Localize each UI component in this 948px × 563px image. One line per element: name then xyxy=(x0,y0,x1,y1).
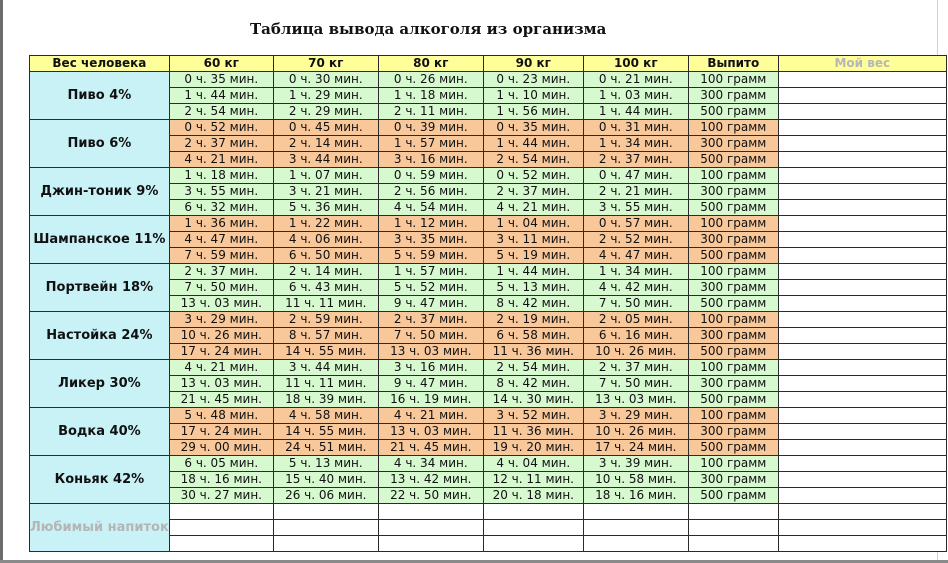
favorite-cell[interactable] xyxy=(778,536,946,552)
header-100kg: 100 кг xyxy=(583,56,688,72)
time-cell: 2 ч. 29 мин. xyxy=(273,104,378,120)
time-cell: 16 ч. 19 мин. xyxy=(378,392,483,408)
time-cell: 3 ч. 29 мин. xyxy=(583,408,688,424)
time-cell: 21 ч. 45 мин. xyxy=(169,392,273,408)
header-weight: Вес человека xyxy=(30,56,170,72)
table-row xyxy=(30,168,947,184)
time-cell: 4 ч. 21 мин. xyxy=(169,360,273,376)
time-cell: 1 ч. 36 мин. xyxy=(169,216,273,232)
table-row xyxy=(30,312,947,328)
time-cell: 3 ч. 44 мин. xyxy=(273,152,378,168)
amount-cell: 100 грамм xyxy=(688,120,778,136)
favorite-cell[interactable] xyxy=(169,536,273,552)
time-cell: 2 ч. 59 мин. xyxy=(273,312,378,328)
my-weight-cell[interactable] xyxy=(778,216,946,232)
time-cell: 14 ч. 30 мин. xyxy=(483,392,583,408)
time-cell: 0 ч. 30 мин. xyxy=(273,72,378,88)
time-cell: 4 ч. 58 мин. xyxy=(273,408,378,424)
amount-cell: 300 грамм xyxy=(688,232,778,248)
my-weight-cell[interactable] xyxy=(778,88,946,104)
time-cell: 21 ч. 45 мин. xyxy=(378,440,483,456)
amount-cell: 500 грамм xyxy=(688,296,778,312)
favorite-row xyxy=(30,504,947,520)
time-cell: 4 ч. 21 мин. xyxy=(378,408,483,424)
time-cell: 8 ч. 42 мин. xyxy=(483,376,583,392)
time-cell: 13 ч. 42 мин. xyxy=(378,472,483,488)
drink-name: Пиво 4% xyxy=(30,72,170,120)
favorite-cell[interactable] xyxy=(483,536,583,552)
time-cell: 13 ч. 03 мин. xyxy=(378,344,483,360)
time-cell: 2 ч. 19 мин. xyxy=(483,312,583,328)
time-cell: 3 ч. 44 мин. xyxy=(273,360,378,376)
time-cell: 1 ч. 57 мин. xyxy=(378,136,483,152)
time-cell: 7 ч. 50 мин. xyxy=(583,296,688,312)
time-cell: 2 ч. 05 мин. xyxy=(583,312,688,328)
my-weight-cell[interactable] xyxy=(778,104,946,120)
favorite-cell[interactable] xyxy=(273,520,378,536)
drink-name: Ликер 30% xyxy=(30,360,170,408)
favorite-cell[interactable] xyxy=(378,504,483,520)
amount-cell: 500 грамм xyxy=(688,200,778,216)
my-weight-cell[interactable] xyxy=(778,488,946,504)
my-weight-cell[interactable] xyxy=(778,312,946,328)
amount-cell: 500 грамм xyxy=(688,392,778,408)
time-cell: 2 ч. 56 мин. xyxy=(378,184,483,200)
time-cell: 6 ч. 05 мин. xyxy=(169,456,273,472)
time-cell: 1 ч. 44 мин. xyxy=(483,136,583,152)
time-cell: 6 ч. 58 мин. xyxy=(483,328,583,344)
table-row xyxy=(30,264,947,280)
my-weight-cell[interactable] xyxy=(778,440,946,456)
time-cell: 1 ч. 34 мин. xyxy=(583,264,688,280)
header-80kg: 80 кг xyxy=(378,56,483,72)
time-cell: 10 ч. 58 мин. xyxy=(583,472,688,488)
time-cell: 4 ч. 42 мин. xyxy=(583,280,688,296)
time-cell: 6 ч. 50 мин. xyxy=(273,248,378,264)
time-cell: 0 ч. 31 мин. xyxy=(583,120,688,136)
my-weight-cell[interactable] xyxy=(778,152,946,168)
my-weight-cell[interactable] xyxy=(778,280,946,296)
time-cell: 1 ч. 18 мин. xyxy=(169,168,273,184)
time-cell: 0 ч. 35 мин. xyxy=(169,72,273,88)
time-cell: 1 ч. 07 мин. xyxy=(273,168,378,184)
amount-cell: 300 грамм xyxy=(688,280,778,296)
my-weight-cell[interactable] xyxy=(778,376,946,392)
time-cell: 2 ч. 54 мин. xyxy=(483,152,583,168)
amount-cell: 500 грамм xyxy=(688,440,778,456)
favorite-cell[interactable] xyxy=(273,504,378,520)
time-cell: 0 ч. 59 мин. xyxy=(378,168,483,184)
amount-cell: 500 грамм xyxy=(688,344,778,360)
time-cell: 11 ч. 36 мин. xyxy=(483,424,583,440)
my-weight-cell[interactable] xyxy=(778,120,946,136)
time-cell: 20 ч. 18 мин. xyxy=(483,488,583,504)
amount-cell: 100 грамм xyxy=(688,168,778,184)
my-weight-cell[interactable] xyxy=(778,200,946,216)
alcohol-table xyxy=(29,55,947,552)
time-cell: 18 ч. 16 мин. xyxy=(169,472,273,488)
time-cell: 7 ч. 50 мин. xyxy=(169,280,273,296)
time-cell: 2 ч. 37 мин. xyxy=(583,152,688,168)
my-weight-cell[interactable] xyxy=(778,392,946,408)
time-cell: 3 ч. 29 мин. xyxy=(169,312,273,328)
table-body xyxy=(30,72,947,552)
time-cell: 4 ч. 54 мин. xyxy=(378,200,483,216)
time-cell: 2 ч. 54 мин. xyxy=(169,104,273,120)
time-cell: 11 ч. 11 мин. xyxy=(273,296,378,312)
time-cell: 24 ч. 51 мин. xyxy=(273,440,378,456)
time-cell: 1 ч. 22 мин. xyxy=(273,216,378,232)
amount-cell: 300 грамм xyxy=(688,136,778,152)
my-weight-cell[interactable] xyxy=(778,296,946,312)
amount-cell: 100 грамм xyxy=(688,72,778,88)
time-cell: 2 ч. 52 мин. xyxy=(583,232,688,248)
amount-cell: 100 грамм xyxy=(688,408,778,424)
favorite-cell[interactable] xyxy=(778,504,946,520)
favorite-cell[interactable] xyxy=(378,536,483,552)
time-cell: 1 ч. 56 мин. xyxy=(483,104,583,120)
time-cell: 5 ч. 36 мин. xyxy=(273,200,378,216)
time-cell: 2 ч. 14 мин. xyxy=(273,136,378,152)
time-cell: 6 ч. 32 мин. xyxy=(169,200,273,216)
amount-cell: 100 грамм xyxy=(688,312,778,328)
time-cell: 2 ч. 14 мин. xyxy=(273,264,378,280)
time-cell: 0 ч. 52 мин. xyxy=(483,168,583,184)
drink-name: Водка 40% xyxy=(30,408,170,456)
header-70kg: 70 кг xyxy=(273,56,378,72)
time-cell: 2 ч. 37 мин. xyxy=(583,360,688,376)
table-row xyxy=(30,216,947,232)
favorite-cell[interactable] xyxy=(583,504,688,520)
time-cell: 4 ч. 21 мин. xyxy=(169,152,273,168)
time-cell: 3 ч. 55 мин. xyxy=(583,200,688,216)
amount-cell: 500 грамм xyxy=(688,104,778,120)
time-cell: 0 ч. 23 мин. xyxy=(483,72,583,88)
time-cell: 1 ч. 18 мин. xyxy=(378,88,483,104)
left-border xyxy=(0,0,3,563)
amount-cell: 100 грамм xyxy=(688,264,778,280)
my-weight-cell[interactable] xyxy=(778,328,946,344)
time-cell: 2 ч. 21 мин. xyxy=(583,184,688,200)
drink-name: Пиво 6% xyxy=(30,120,170,168)
amount-cell: 100 грамм xyxy=(688,360,778,376)
time-cell: 5 ч. 19 мин. xyxy=(483,248,583,264)
time-cell: 3 ч. 11 мин. xyxy=(483,232,583,248)
table-row xyxy=(30,456,947,472)
time-cell: 4 ч. 34 мин. xyxy=(378,456,483,472)
my-weight-cell[interactable] xyxy=(778,136,946,152)
amount-cell: 300 грамм xyxy=(688,184,778,200)
time-cell: 1 ч. 10 мин. xyxy=(483,88,583,104)
drink-name: Шампанское 11% xyxy=(30,216,170,264)
time-cell: 2 ч. 37 мин. xyxy=(483,184,583,200)
drink-name: Настойка 24% xyxy=(30,312,170,360)
favorite-cell[interactable] xyxy=(778,520,946,536)
time-cell: 17 ч. 24 мин. xyxy=(169,344,273,360)
time-cell: 0 ч. 26 мин. xyxy=(378,72,483,88)
time-cell: 1 ч. 44 мин. xyxy=(169,88,273,104)
time-cell: 8 ч. 42 мин. xyxy=(483,296,583,312)
table-row xyxy=(30,72,947,88)
my-weight-cell[interactable] xyxy=(778,424,946,440)
time-cell: 22 ч. 50 мин. xyxy=(378,488,483,504)
time-cell: 0 ч. 47 мин. xyxy=(583,168,688,184)
time-cell: 14 ч. 55 мин. xyxy=(273,344,378,360)
my-weight-cell[interactable] xyxy=(778,408,946,424)
time-cell: 2 ч. 37 мин. xyxy=(169,264,273,280)
amount-cell: 300 грамм xyxy=(688,472,778,488)
my-weight-cell[interactable] xyxy=(778,184,946,200)
my-weight-cell[interactable] xyxy=(778,168,946,184)
table-row xyxy=(30,408,947,424)
my-weight-cell[interactable] xyxy=(778,472,946,488)
my-weight-cell[interactable] xyxy=(778,360,946,376)
time-cell: 10 ч. 26 мин. xyxy=(583,344,688,360)
time-cell: 19 ч. 20 мин. xyxy=(483,440,583,456)
header-90kg: 90 кг xyxy=(483,56,583,72)
favorite-drink-label: Любимый напиток xyxy=(30,504,170,552)
time-cell: 11 ч. 36 мин. xyxy=(483,344,583,360)
header-row xyxy=(30,56,947,72)
amount-cell: 300 грамм xyxy=(688,328,778,344)
time-cell: 7 ч. 50 мин. xyxy=(583,376,688,392)
header-drunk: Выпито xyxy=(688,56,778,72)
header-my-weight: Мой вес xyxy=(778,56,946,72)
time-cell: 6 ч. 16 мин. xyxy=(583,328,688,344)
my-weight-cell[interactable] xyxy=(778,232,946,248)
time-cell: 4 ч. 06 мин. xyxy=(273,232,378,248)
time-cell: 5 ч. 52 мин. xyxy=(378,280,483,296)
time-cell: 5 ч. 48 мин. xyxy=(169,408,273,424)
time-cell: 15 ч. 40 мин. xyxy=(273,472,378,488)
favorite-cell[interactable] xyxy=(378,520,483,536)
time-cell: 13 ч. 03 мин. xyxy=(169,376,273,392)
time-cell: 18 ч. 16 мин. xyxy=(583,488,688,504)
time-cell: 3 ч. 55 мин. xyxy=(169,184,273,200)
time-cell: 17 ч. 24 мин. xyxy=(583,440,688,456)
favorite-cell[interactable] xyxy=(169,504,273,520)
drink-name: Портвейн 18% xyxy=(30,264,170,312)
time-cell: 0 ч. 52 мин. xyxy=(169,120,273,136)
table-row xyxy=(30,360,947,376)
time-cell: 7 ч. 50 мин. xyxy=(378,328,483,344)
time-cell: 1 ч. 04 мин. xyxy=(483,216,583,232)
time-cell: 4 ч. 47 мин. xyxy=(169,232,273,248)
time-cell: 1 ч. 12 мин. xyxy=(378,216,483,232)
amount-cell: 100 грамм xyxy=(688,456,778,472)
amount-cell: 300 грамм xyxy=(688,424,778,440)
time-cell: 26 ч. 06 мин. xyxy=(273,488,378,504)
time-cell: 3 ч. 16 мин. xyxy=(378,152,483,168)
time-cell: 6 ч. 43 мин. xyxy=(273,280,378,296)
my-weight-cell[interactable] xyxy=(778,72,946,88)
time-cell: 29 ч. 00 мин. xyxy=(169,440,273,456)
time-cell: 2 ч. 54 мин. xyxy=(483,360,583,376)
favorite-cell[interactable] xyxy=(688,536,778,552)
time-cell: 17 ч. 24 мин. xyxy=(169,424,273,440)
time-cell: 3 ч. 39 мин. xyxy=(583,456,688,472)
time-cell: 9 ч. 47 мин. xyxy=(378,376,483,392)
time-cell: 13 ч. 03 мин. xyxy=(169,296,273,312)
my-weight-cell[interactable] xyxy=(778,456,946,472)
time-cell: 5 ч. 13 мин. xyxy=(273,456,378,472)
time-cell: 1 ч. 29 мин. xyxy=(273,88,378,104)
time-cell: 2 ч. 37 мин. xyxy=(378,312,483,328)
time-cell: 2 ч. 37 мин. xyxy=(169,136,273,152)
time-cell: 0 ч. 21 мин. xyxy=(583,72,688,88)
table-row xyxy=(30,120,947,136)
amount-cell: 500 грамм xyxy=(688,152,778,168)
time-cell: 30 ч. 27 мин. xyxy=(169,488,273,504)
time-cell: 1 ч. 44 мин. xyxy=(483,264,583,280)
amount-cell: 300 грамм xyxy=(688,376,778,392)
time-cell: 3 ч. 21 мин. xyxy=(273,184,378,200)
header-60kg: 60 кг xyxy=(169,56,273,72)
time-cell: 10 ч. 26 мин. xyxy=(583,424,688,440)
time-cell: 13 ч. 03 мин. xyxy=(378,424,483,440)
time-cell: 4 ч. 47 мин. xyxy=(583,248,688,264)
time-cell: 2 ч. 11 мин. xyxy=(378,104,483,120)
time-cell: 0 ч. 45 мин. xyxy=(273,120,378,136)
time-cell: 0 ч. 39 мин. xyxy=(378,120,483,136)
drink-name: Джин-тоник 9% xyxy=(30,168,170,216)
amount-cell: 100 грамм xyxy=(688,216,778,232)
favorite-cell[interactable] xyxy=(583,520,688,536)
time-cell: 1 ч. 34 мин. xyxy=(583,136,688,152)
time-cell: 5 ч. 59 мин. xyxy=(378,248,483,264)
favorite-cell[interactable] xyxy=(483,520,583,536)
favorite-cell[interactable] xyxy=(688,504,778,520)
favorite-cell[interactable] xyxy=(688,520,778,536)
time-cell: 3 ч. 16 мин. xyxy=(378,360,483,376)
time-cell: 18 ч. 39 мин. xyxy=(273,392,378,408)
time-cell: 9 ч. 47 мин. xyxy=(378,296,483,312)
favorite-cell[interactable] xyxy=(583,536,688,552)
time-cell: 12 ч. 11 мин. xyxy=(483,472,583,488)
my-weight-cell[interactable] xyxy=(778,248,946,264)
amount-cell: 500 грамм xyxy=(688,488,778,504)
time-cell: 1 ч. 44 мин. xyxy=(583,104,688,120)
amount-cell: 500 грамм xyxy=(688,248,778,264)
amount-cell: 300 грамм xyxy=(688,88,778,104)
time-cell: 4 ч. 04 мин. xyxy=(483,456,583,472)
time-cell: 1 ч. 57 мин. xyxy=(378,264,483,280)
time-cell: 14 ч. 55 мин. xyxy=(273,424,378,440)
my-weight-cell[interactable] xyxy=(778,264,946,280)
time-cell: 0 ч. 57 мин. xyxy=(583,216,688,232)
time-cell: 11 ч. 11 мин. xyxy=(273,376,378,392)
time-cell: 5 ч. 13 мин. xyxy=(483,280,583,296)
time-cell: 0 ч. 35 мин. xyxy=(483,120,583,136)
time-cell: 3 ч. 35 мин. xyxy=(378,232,483,248)
favorite-cell[interactable] xyxy=(169,520,273,536)
time-cell: 10 ч. 26 мин. xyxy=(169,328,273,344)
my-weight-cell[interactable] xyxy=(778,344,946,360)
time-cell: 3 ч. 52 мин. xyxy=(483,408,583,424)
time-cell: 13 ч. 03 мин. xyxy=(583,392,688,408)
time-cell: 4 ч. 21 мин. xyxy=(483,200,583,216)
favorite-cell[interactable] xyxy=(483,504,583,520)
page-title: Таблица вывода алкоголя из организма xyxy=(250,20,607,38)
favorite-cell[interactable] xyxy=(273,536,378,552)
time-cell: 1 ч. 03 мин. xyxy=(583,88,688,104)
time-cell: 8 ч. 57 мин. xyxy=(273,328,378,344)
drink-name: Коньяк 42% xyxy=(30,456,170,504)
time-cell: 7 ч. 59 мин. xyxy=(169,248,273,264)
